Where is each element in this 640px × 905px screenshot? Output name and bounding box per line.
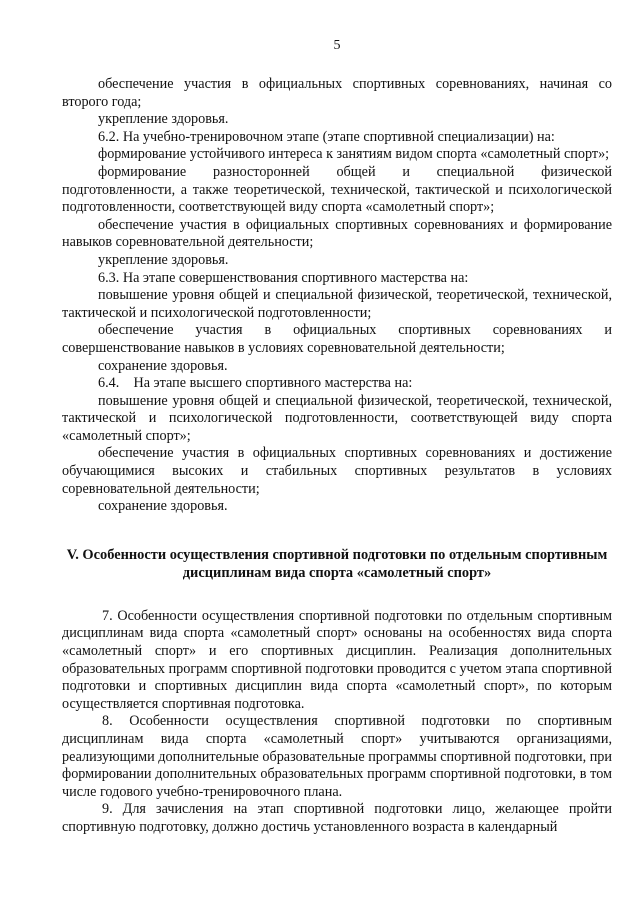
paragraph: сохранение здоровья. bbox=[98, 498, 228, 515]
paragraph: повышение уровня общей и специальной физической, теоретической, технической, тактической и психологической подготовленности; bbox=[62, 287, 612, 321]
paragraph: повышение уровня общей и специальной физической, теоретической, технической, тактической и психологической подготовленности, соответствующей виду спорта «самолетный спорт»; bbox=[62, 392, 612, 444]
paragraph: 6.2. На учебно-тренировочном этапе (этапе спортивной специализации) на: bbox=[98, 128, 555, 145]
page-number: 5 bbox=[333, 38, 341, 53]
paragraph: 7. Особенности осуществления спортивной подготовки по отдельным спортивным дисциплинам вида спорта «самолетный спорт» основаны на особенностях вида спорта «самолетный спорт» и его спортивных дисциплин. Реализация дополнительных образовательных программ спортивной подготовки проводится с учетом этапа спортивной подготовки и спортивных дисциплин вида спорта «самолетный спорт», по которым осуществляется спортивная подготовка. bbox=[62, 607, 612, 712]
paragraph: обеспечение участия в официальных спортивных соревнованиях, начиная со второго года; bbox=[62, 76, 612, 110]
paragraph: формирование разносторонней общей и специальной физической подготовленности, а также теоретической, технической, тактической и психологической подготовленности, соответствующей виду спорта «самолетный спорт»; bbox=[62, 163, 612, 216]
paragraph: сохранение здоровья. bbox=[98, 357, 228, 374]
paragraph: обеспечение участия в официальных спортивных соревнованиях и формирование навыков соревновательной деятельности; bbox=[62, 216, 612, 251]
paragraph: формирование устойчивого интереса к занятиям видом спорта «самолетный спорт»; bbox=[98, 146, 610, 163]
paragraph: 9. Для зачисления на этап спортивной подготовки лицо, желающее пройти спортивную подготовку, должно достичь установленного возраста в календарный bbox=[62, 801, 612, 835]
paragraph: 8. Особенности осуществления спортивной подготовки по спортивным дисциплинам вида спорта «самолетный спорт» учитываются организациями, реализующими дополнительные образовательные программы спортивной подготовки, при формировании дополнительных образовательных программ спортивной подготовки, в том числе годового учебно-тренировочного плана. bbox=[62, 713, 612, 800]
paragraph: 6.4. На этапе высшего спортивного мастерства на: bbox=[98, 375, 413, 392]
paragraph: обеспечение участия в официальных спортивных соревнованиях и достижение обучающимися высоких и стабильных спортивных результатов в условиях соревновательной деятельности; bbox=[62, 445, 612, 497]
features-block bbox=[62, 608, 612, 837]
paragraph: укрепление здоровья. bbox=[98, 251, 229, 268]
paragraph: 6.3. На этапе совершенствования спортивного мастерства на: bbox=[98, 269, 469, 286]
paragraph: обеспечение участия в официальных спортивных соревнованиях и совершенствование навыков в условиях соревновательной деятельности; bbox=[62, 322, 612, 356]
paragraph: укрепление здоровья. bbox=[98, 111, 229, 128]
section-heading: V. Особенности осуществления спортивной подготовки по отдельным спортивным дисциплинам вида спорта «самолетный спорт» bbox=[66, 546, 608, 581]
goals-block bbox=[62, 76, 612, 516]
